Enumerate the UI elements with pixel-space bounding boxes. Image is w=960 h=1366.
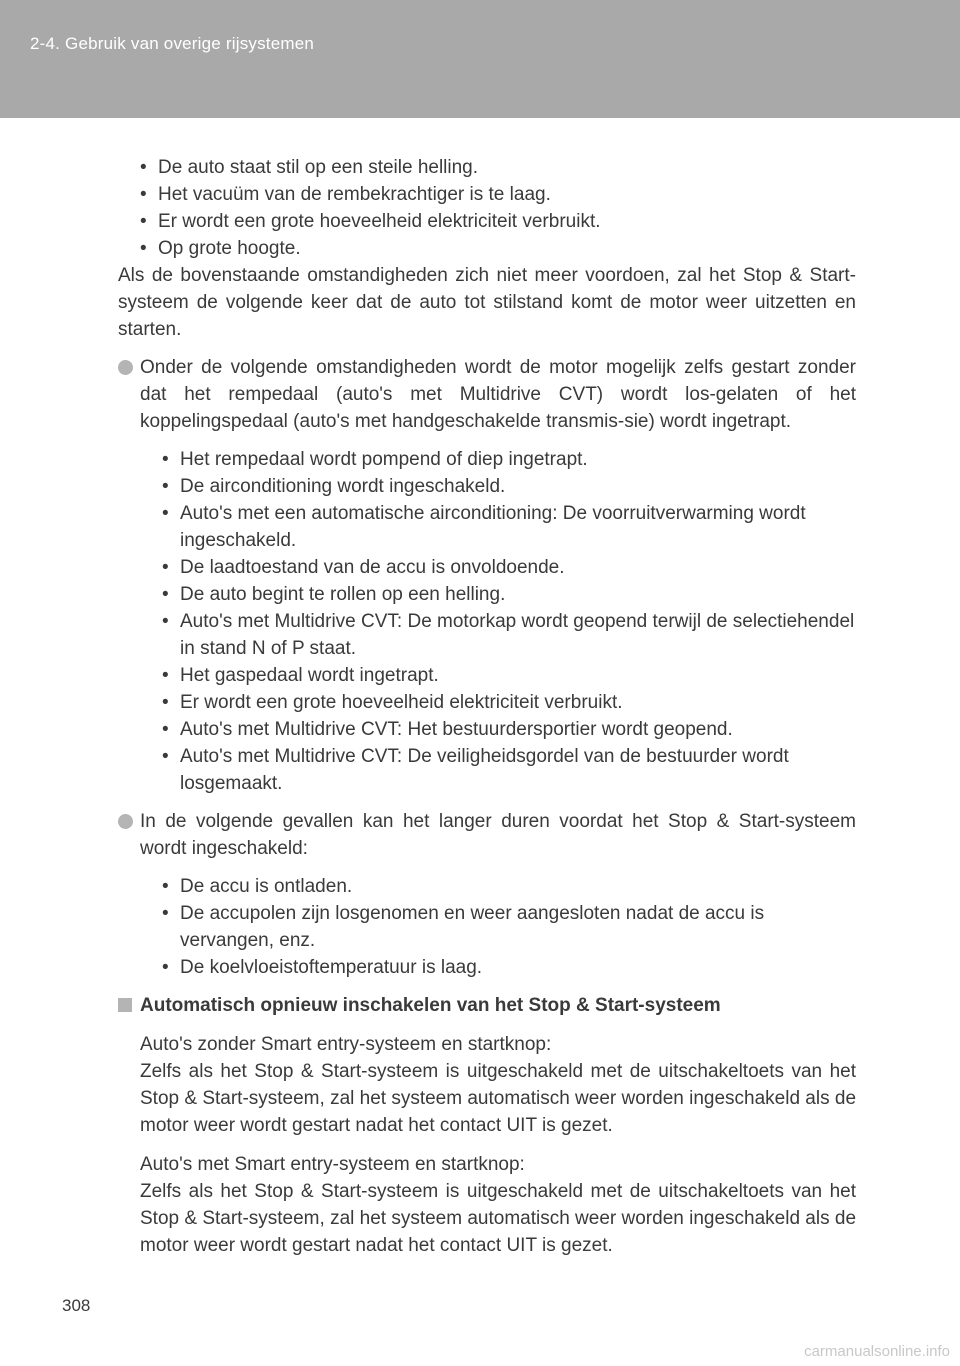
section-delayed-activation [118,808,856,981]
block-with-smart-entry [118,1151,856,1259]
list-item: • Het rempedaal wordt pompend of diep ingetrapt. [162,449,588,470]
circle-bullet-icon [118,360,133,375]
block-label: Auto's met Smart entry-systeem en startknop: [140,1154,525,1175]
list-item: • Er wordt een grote hoeveelheid elektriciteit verbruikt. [140,211,601,232]
page-content [118,154,856,1259]
section-text: Onder de volgende omstandigheden wordt de motor mogelijk zelfs gestart zonder dat het rempedaal (auto's met Multidrive CVT) wordt los-gelaten of het koppelingspedaal (auto's met handgeschakelde transmis-sie) wordt ingetrapt. [140,357,856,432]
list-item: • Er wordt een grote hoeveelheid elektriciteit verbruikt. [162,692,623,713]
list-item: • De koelvloeistoftemperatuur is laag. [162,957,483,978]
delayed-activation-bullet-list [140,873,856,981]
list-item: • De airconditioning wordt ingeschakeld. [162,476,506,497]
list-item: • De accu is ontladen. [162,876,353,897]
block-label: Auto's zonder Smart entry-systeem en startknop: [140,1034,552,1055]
section-engine-start-conditions [118,354,856,797]
top-bullet-list [118,154,856,262]
block-without-smart-entry [118,1031,856,1139]
circle-bullet-icon [118,814,133,829]
list-item: • Het gaspedaal wordt ingetrapt. [162,665,439,686]
square-bullet-icon [118,998,132,1012]
engine-start-bullet-list [140,446,856,797]
section-text: In de volgende gevallen kan het langer duren voordat het Stop & Start-systeem wordt ingeschakeld: [140,811,856,859]
watermark: carmanualsonline.info [804,1343,950,1360]
list-item: • Auto's met Multidrive CVT: Het bestuurdersportier wordt geopend. [162,719,733,740]
intro-paragraph: Als de bovenstaande omstandigheden zich niet meer voordoen, zal het Stop & Start-systeem de volgende keer dat de auto tot stilstand komt de motor weer uitzetten en starten. [118,265,856,340]
list-item: • De auto staat stil op een steile helling. [140,157,479,178]
list-item: • De auto begint te rollen op een helling. [162,584,506,605]
list-item: • De accupolen zijn losgenomen en weer aangesloten nadat de accu is vervangen, enz. [162,903,765,951]
list-item: • Het vacuüm van de rembekrachtiger is te laag. [140,184,551,205]
block-text: Zelfs als het Stop & Start-systeem is uitgeschakeld met de uitschakeltoets van het Stop & Start-systeem, zal het systeem automatisch weer worden ingeschakeld als de motor weer wordt gestart nadat het contact UIT is gezet. [140,1061,857,1136]
list-item: • Auto's met Multidrive CVT: De veiligheidsgordel van de bestuurder wordt losgemaakt. [162,746,789,794]
section-header-bar [0,0,960,118]
list-item: • Auto's met Multidrive CVT: De motorkap wordt geopend terwijl de selectiehendel in stand N of P staat. [162,611,855,659]
list-item: • Op grote hoogte. [140,238,301,259]
section-heading-auto-reactivate: Automatisch opnieuw inschakelen van het Stop & Start-systeem [118,992,856,1019]
section-title: 2-4. Gebruik van overige rijsystemen [30,34,315,53]
list-item: • Auto's met een automatische airconditioning: De voorruitverwarming wordt ingeschakeld. [162,503,806,551]
page-number: 308 [62,1296,91,1315]
block-text: Zelfs als het Stop & Start-systeem is uitgeschakeld met de uitschakeltoets van het Stop & Start-systeem, zal het systeem automatisch weer worden ingeschakeld als de motor weer wordt gestart nadat het contact UIT is gezet. [140,1181,857,1256]
list-item: • De laadtoestand van de accu is onvoldoende. [162,557,565,578]
